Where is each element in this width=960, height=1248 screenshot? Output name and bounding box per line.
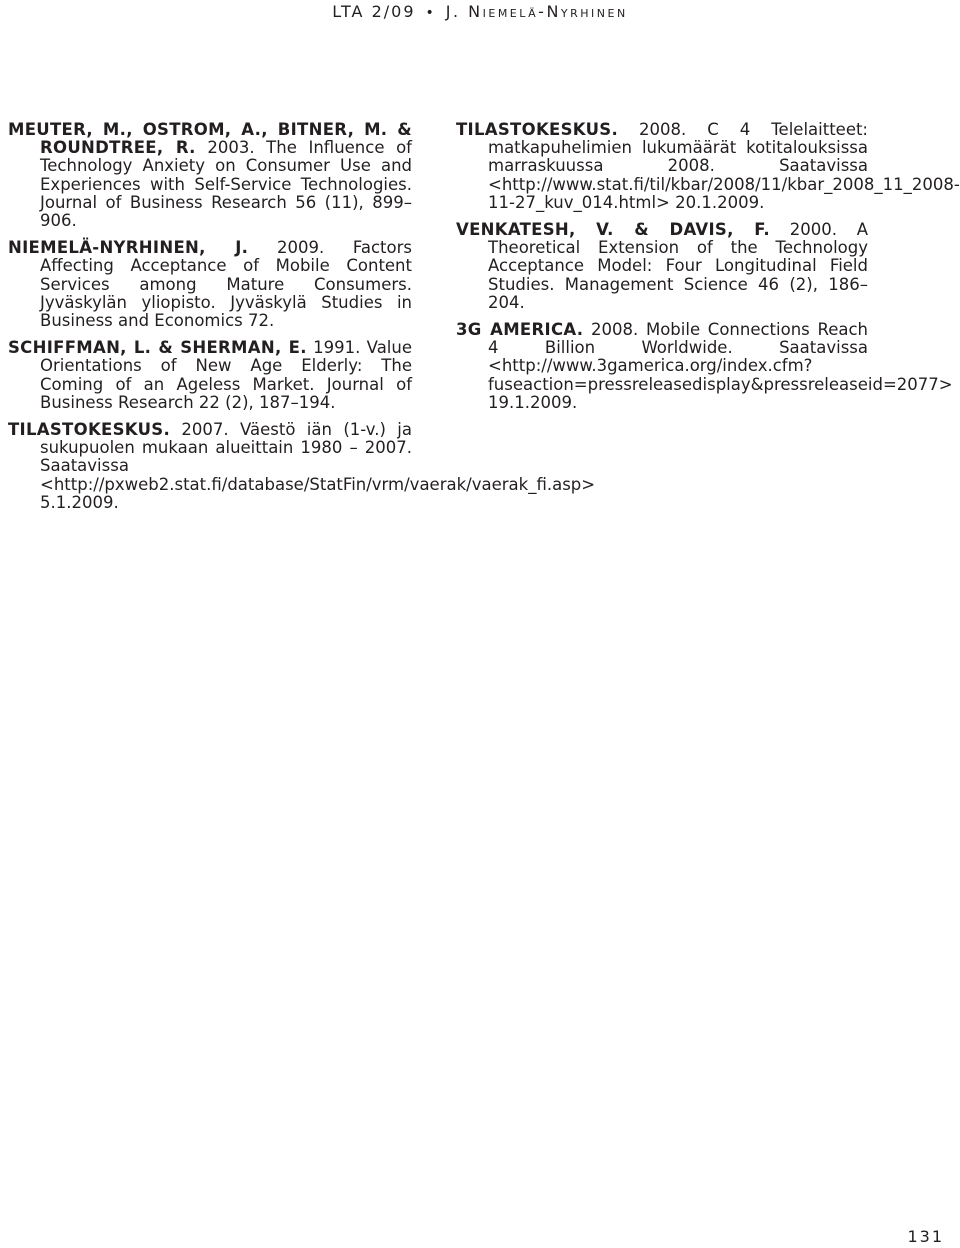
reference-text: 1991. Value Orientations of New Age Elderly: The Coming of an Ageless Market. Journal of Business Research 22 (2), 187–194. (40, 338, 412, 412)
running-head (0, 0, 960, 21)
reference-author: VENKATESH, V. & DAVIS, F. (456, 220, 770, 240)
separator-bullet: • (425, 5, 436, 21)
reference-entry (456, 320, 953, 412)
reference-author: TILASTOKESKUS. (456, 120, 619, 139)
reference-entry (8, 239, 412, 330)
reference-text: 2007. Väestö iän (1-v.) ja sukupuolen mukaan alueittain 1980 – 2007. Saatavissa <http://pxweb2.stat.fi/database/StatFin/vrm/vaerak/vaerak_fi.asp> 5.1.2009. (40, 420, 596, 512)
reference-text: 2008. C 4 Telelaitteet: matkapuhelimien lukumäärät kotitalouksissa marraskuussa 2008. Saatavissa <http://www.stat.fi/til/kbar/2008/11/kbar_2008_11_2008-11-27_kuv_014.html> 20.1.2009. (488, 120, 960, 212)
reference-author: SCHIFFMAN, L. & SHERMAN, E. (8, 338, 307, 358)
reference-entry (8, 121, 412, 230)
reference-entry (456, 120, 960, 212)
reference-text: 2000. A Theoretical Extension of the Technology Acceptance Model: Four Longitudinal Field Studies. Management Science 46 (2), 186–204. (488, 220, 868, 312)
journal-issue: LTA 2/09 (332, 2, 416, 21)
reference-author: NIEMELÄ-NYRHINEN, J. (8, 238, 249, 258)
reference-text: 2008. Mobile Connections Reach 4 Billion Worldwide. Saatavissa <http://www.3gamerica.org/index.cfm?fuseaction=pressreleasedisplay&pressreleaseid=2077> 19.1.2009. (488, 320, 953, 412)
reference-text: 2003. The Influence of Technology Anxiety on Consumer Use and Experiences with Self-Service Technologies. Journal of Business Research 56 (11), 899–906. (40, 138, 412, 231)
reference-author: MEUTER, M., OSTROM, A., BITNER, M. & ROUNDTREE, R. (8, 120, 412, 158)
running-head-author: J. Niemelä-Nyrhinen (445, 2, 628, 21)
reference-column-right (456, 120, 960, 421)
reference-text: 2009. Factors Affecting Acceptance of Mobile Content Services among Mature Consumers. Jyväskylän yliopisto. Jyväskylä Studies in Business and Economics 72. (40, 238, 413, 331)
reference-entry (8, 420, 596, 512)
reference-author: 3G AMERICA. (456, 320, 584, 340)
reference-entry (456, 221, 868, 312)
page-number: 131 (907, 1227, 944, 1246)
reference-author: TILASTOKESKUS. (8, 420, 171, 440)
reference-entry (8, 339, 412, 412)
